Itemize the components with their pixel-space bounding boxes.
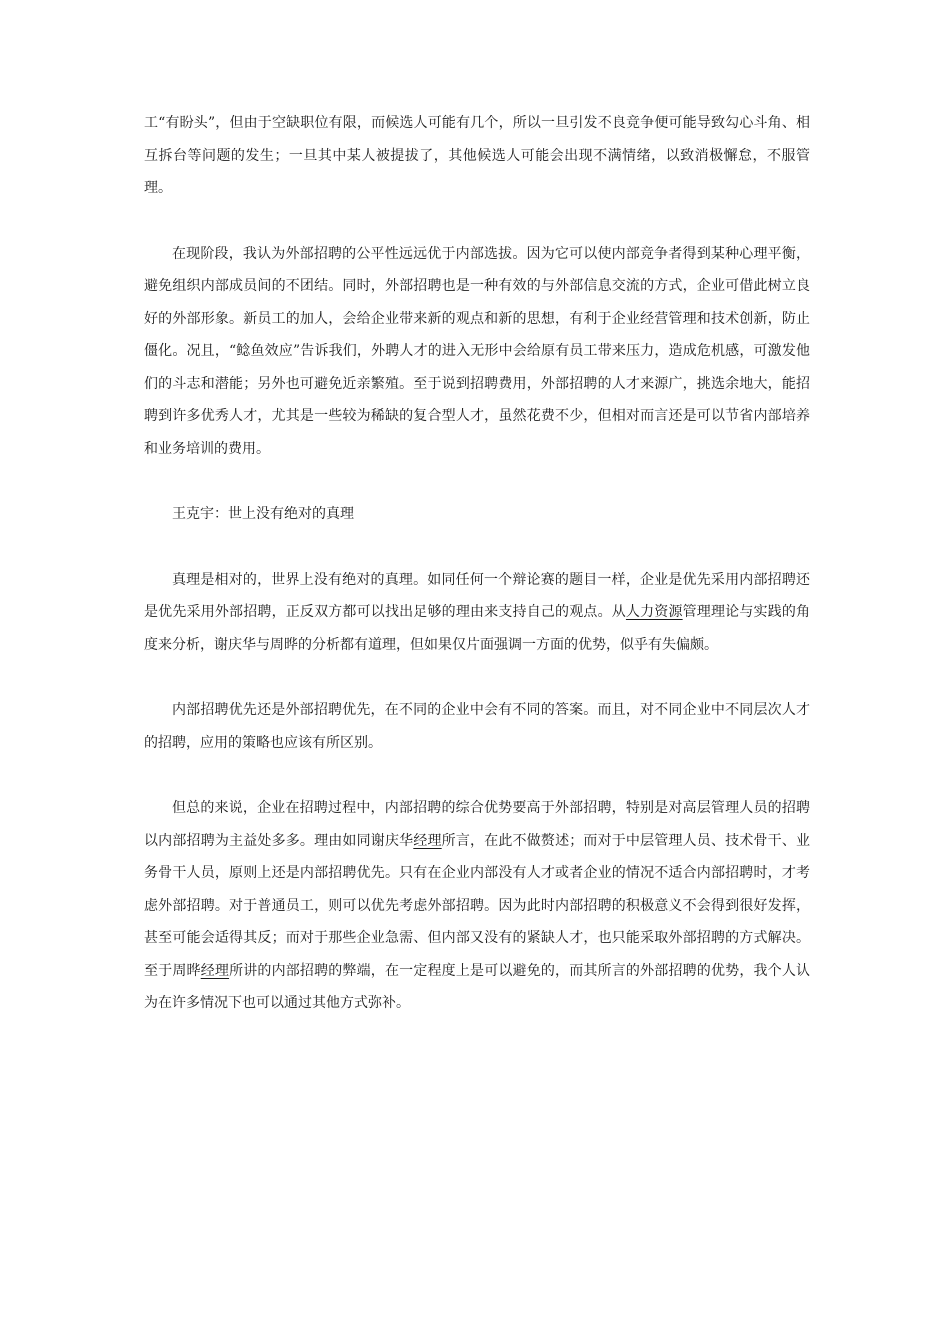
- paragraph-different-answers: 内部招聘优先还是外部招聘优先，在不同的企业中会有不同的答案。而且，对不同企业中不同层次人才的招聘，应用的策略也应该有所区别。: [144, 702, 810, 751]
- paragraph-text: 管理理论与实践的角度来分析，谢庆华与周晔的分析都有道理，但如果仅片面强调一方面的优势，似乎有失偏颇。: [144, 604, 811, 653]
- link-manager[interactable]: 经理: [200, 962, 230, 979]
- section-heading-wang-keyu: 王克宇：世上没有绝对的真理: [172, 506, 354, 522]
- paragraph-conclusion: [144, 792, 810, 1020]
- paragraph-text: 所言，在此不做赘述；而对于中层管理人员、技术骨干、业务骨干人员，原则上还是内部招聘优先。只有在企业内部没有人才或者企业的情况不适合内部招聘时，才考虑外部招聘。对于普通员工，则可以优先考虑外部招聘。因为此时内部招聘的积极意义不会得到很好发挥，甚至可能会适得其反；而对于那些企业急需、但内部又没有的紧缺人才，也只能采取外部招聘的方式解决。至于周晔: [144, 832, 811, 979]
- paragraph-text: 所讲的内部招聘的弊端，在一定程度上是可以避免的，而其所言的外部招聘的优势，我个人认为在许多情况下也可以通过其他方式弥补。: [144, 962, 811, 1011]
- link-manager[interactable]: 经理: [413, 832, 442, 849]
- paragraph-text: 但总的来说，企业在招聘过程中，内部招聘的综合优势要高于外部招聘，特别是对高层管理人员的招聘以内部招聘为主益处多多。理由如同谢庆华: [144, 800, 810, 849]
- paragraph-text: 真理是相对的，世界上没有绝对的真理。如同任何一个辩论赛的题目一样，企业是优先采用内部招聘还是优先采用外部招聘，正反双方都可以找出足够的理由来支持自己的观点。从: [144, 571, 810, 620]
- paragraph-continuation: 工“有盼头”，但由于空缺职位有限，而候选人可能有几个，所以一旦引发不良竞争便可能导致勾心斗角、相互拆台等问题的发生；一旦其中某人被提拔了，其他候选人可能会出现不满情绪，以致消极懈怠，不服管理。: [144, 115, 810, 196]
- paragraph-relative-truth: [144, 564, 810, 662]
- paragraph-external-recruitment: 在现阶段，我认为外部招聘的公平性远远优于内部选拔。因为它可以使内部竞争者得到某种心理平衡，避免组织内部成员间的不团结。同时，外部招聘也是一种有效的与外部信息交流的方式，企业可借此树立良好的外部形象。新员工的加人，会给企业带来新的观点和新的思想，有利于企业经营管理和技术创新，防止僵化。况且，“鲶鱼效应”告诉我们，外聘人才的进入无形中会给原有员工带来压力，造成危机感，可激发他们的斗志和潜能；另外也可避免近亲繁殖。至于说到招聘费用，外部招聘的人才来源广，挑选余地大，能招聘到许多优秀人才，尤其是一些较为稀缺的复合型人才，虽然花费不少，但相对而言还是可以节省内部培养和业务培训的费用。: [144, 245, 810, 457]
- document-page: [144, 107, 810, 1020]
- link-human-resources[interactable]: 人力资源: [625, 604, 683, 620]
